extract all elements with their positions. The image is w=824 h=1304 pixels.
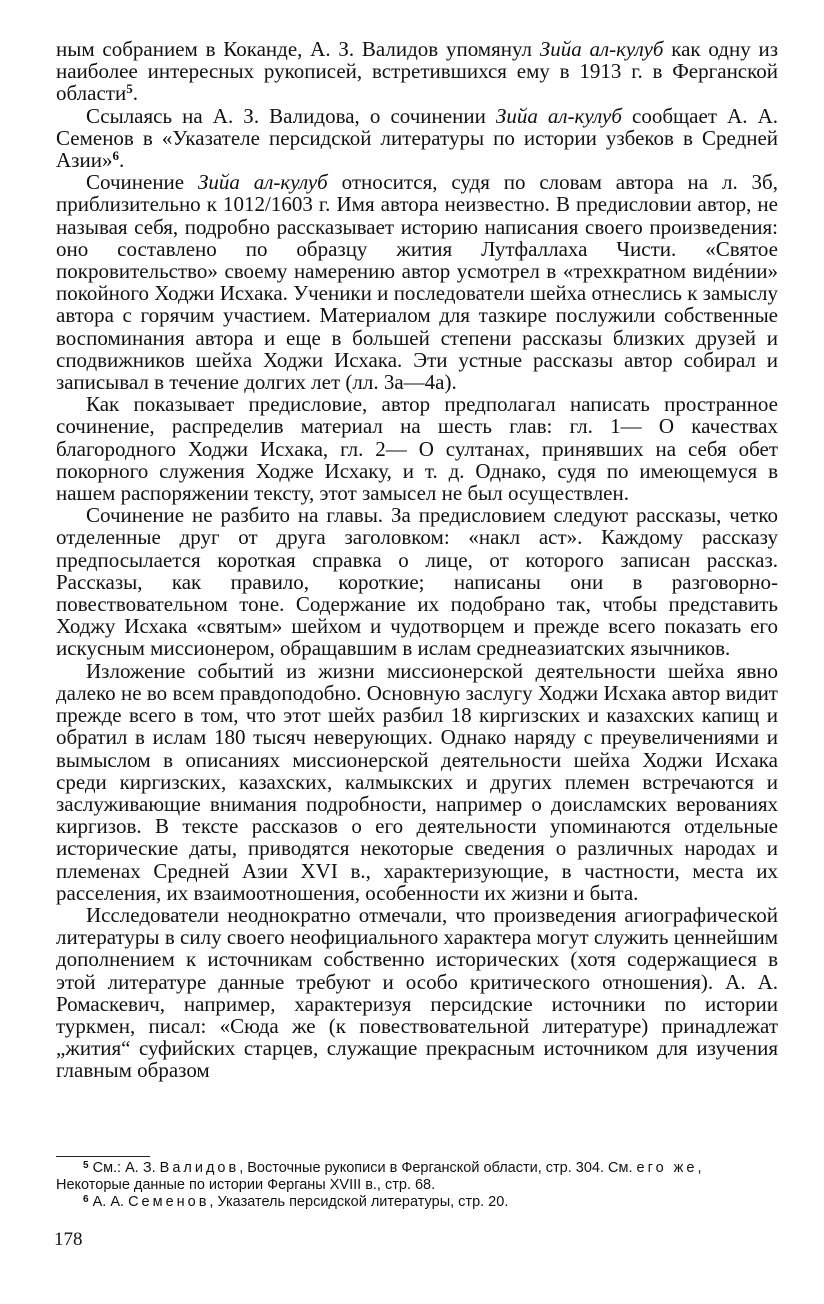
footnote-ref: 5 <box>126 81 133 97</box>
text-run: Исследователи неоднократно отмечали, что произведения агиографической литературы в силу своего неофициального характера могут служить ценнейшим дополнением к источникам собственно исторических (хотя содержащиеся в этой литературе данные требуют и особо критического отношения). А. А. Ромаскевич, например, характеризуя персидские источники по истории туркмен, писал: «Сюда же (к повествовательной литературе) принадлежат „жития“ суфийских старцев, служащие прекрасным источником для изучения главным образом <box>56 902 778 1083</box>
text-run: , Некоторые данные по истории Ферганы XVIII в., стр. 68. <box>56 1160 702 1193</box>
spaced-name: его же <box>636 1160 698 1176</box>
footnote-ref: 6 <box>112 148 119 164</box>
footnote-ref: 5 <box>83 1160 89 1171</box>
footnote-separator <box>56 1156 150 1157</box>
paragraph <box>56 504 778 659</box>
footnote-ref: 6 <box>83 1194 89 1205</box>
text-run: сообщает А. А. Семенов в «Указателе персидской литературы по истории узбеков в Средней Азии» <box>56 103 779 173</box>
paragraph <box>56 105 778 172</box>
text-run: , Указатель персидской литературы, стр. 20. <box>209 1194 509 1210</box>
paragraph <box>56 904 778 1082</box>
text-run: Сочинение <box>86 170 198 195</box>
text-run: Сочинение не разбито на главы. За предисловием следуют рассказы, четко отделенные друг от друга заголовком: «накл аст». Каждому рассказу предпосылается короткая справка о лице, от которого записан рассказ. Рассказы, как правило, короткие; написаны они в разговорно-повествовательном тоне. Содержание их подобрано так, чтобы представить Ходжу Исхака «святым» шейхом и чудотворцем и прежде всего показать его искусным миссионером, обращавшим в ислам среднеазиатских язычников. <box>56 503 778 661</box>
footnote <box>56 1194 778 1211</box>
italic-title: Зийа ал-кулуб <box>197 170 328 195</box>
text-run: относится, судя по словам автора на л. 3б, приблизительно к 1012/1603 г. Имя автора неизвестно. В предисловии автор, не называя себя, подробно рассказывает историю написания своего произведения: оно составлено по образцу жития Лутфаллаха Чисти. «Святое покровительство» своему намерению автор усмотрел в «трехкратном видéнии» покойного Ходжи Исхака. Ученики и последователи шейха отнеслись к замыслу автора с горячим участием. Материалом для тазкире послужили собственные воспоминания автора и еще в большей степени рассказы близких друзей и сподвижников шейха Ходжи Исхака. Эти устные рассказы автор собирал и записывал в течение долгих лет (лл. 3а—4а). <box>56 170 778 395</box>
italic-title: Зийа ал-кулуб <box>539 37 664 61</box>
text-run: Изложение событий из жизни миссионерской деятельности шейха явно далеко не во всем правдоподобно. Основную заслугу Ходжи Исхака автор видит прежде всего в том, что этот шейх разбил 18 киргизских и казахских капищ и обратил в ислам 180 тысяч неверующих. Однако наряду с преувеличениями и вымыслом в описаниях миссионерской деятельности шейха Ходжи Исхака среди киргизских, казахских, калмыкских и других племен встречаются и заслуживающие внимания подробности, например о доисламских верованиях киргизов. В тексте рассказов о его деятельности упоминаются отдельные исторические даты, приводятся некоторые сведения о различных народах и племенах Средней Азии XVI в., характеризующие, в частности, места их расселения, их взаимоотношения, особенности их жизни и быта. <box>56 658 778 905</box>
text-run: . <box>118 148 125 173</box>
text-run: Ссылаясь на А. З. Валидова, о сочинении <box>86 103 496 128</box>
text-run: ным собранием в Коканде, А. З. Валидов упомянул <box>56 37 540 61</box>
paragraph <box>56 660 778 904</box>
text-run: , Восточные рукописи в Ферганской области, стр. 304. См. <box>239 1160 637 1176</box>
text-run: А. А. <box>88 1194 129 1210</box>
main-text <box>56 38 778 1082</box>
text-run: Как показывает предисловие, автор предполагал написать пространное сочинение, распределив материал на шесть глав: гл. 1— О качествах благородного Ходжи Исхака, гл. 2— О султанах, принявших на себя обет покорного служения Ходже Исхаку, и т. д. Однако, судя по имеющемуся в нашем распоряжении тексту, этот замысел не был осуществлен. <box>56 392 778 506</box>
paragraph <box>56 38 778 105</box>
paragraph <box>56 393 778 504</box>
text-run: . <box>132 81 138 106</box>
footnotes <box>56 1160 778 1211</box>
paragraph <box>56 171 778 393</box>
text-run: См.: А. З. <box>88 1160 160 1176</box>
footnote <box>56 1160 778 1194</box>
spaced-name: Валидов <box>159 1160 240 1176</box>
italic-title: Зийа ал-кулуб <box>495 103 622 128</box>
page-number: 178 <box>54 1229 83 1250</box>
spaced-name: Семенов <box>128 1194 210 1210</box>
text-run: как одну из наиболее интересных рукописей, встретившихся ему в 1913 г. в Ферганской области <box>56 37 778 106</box>
